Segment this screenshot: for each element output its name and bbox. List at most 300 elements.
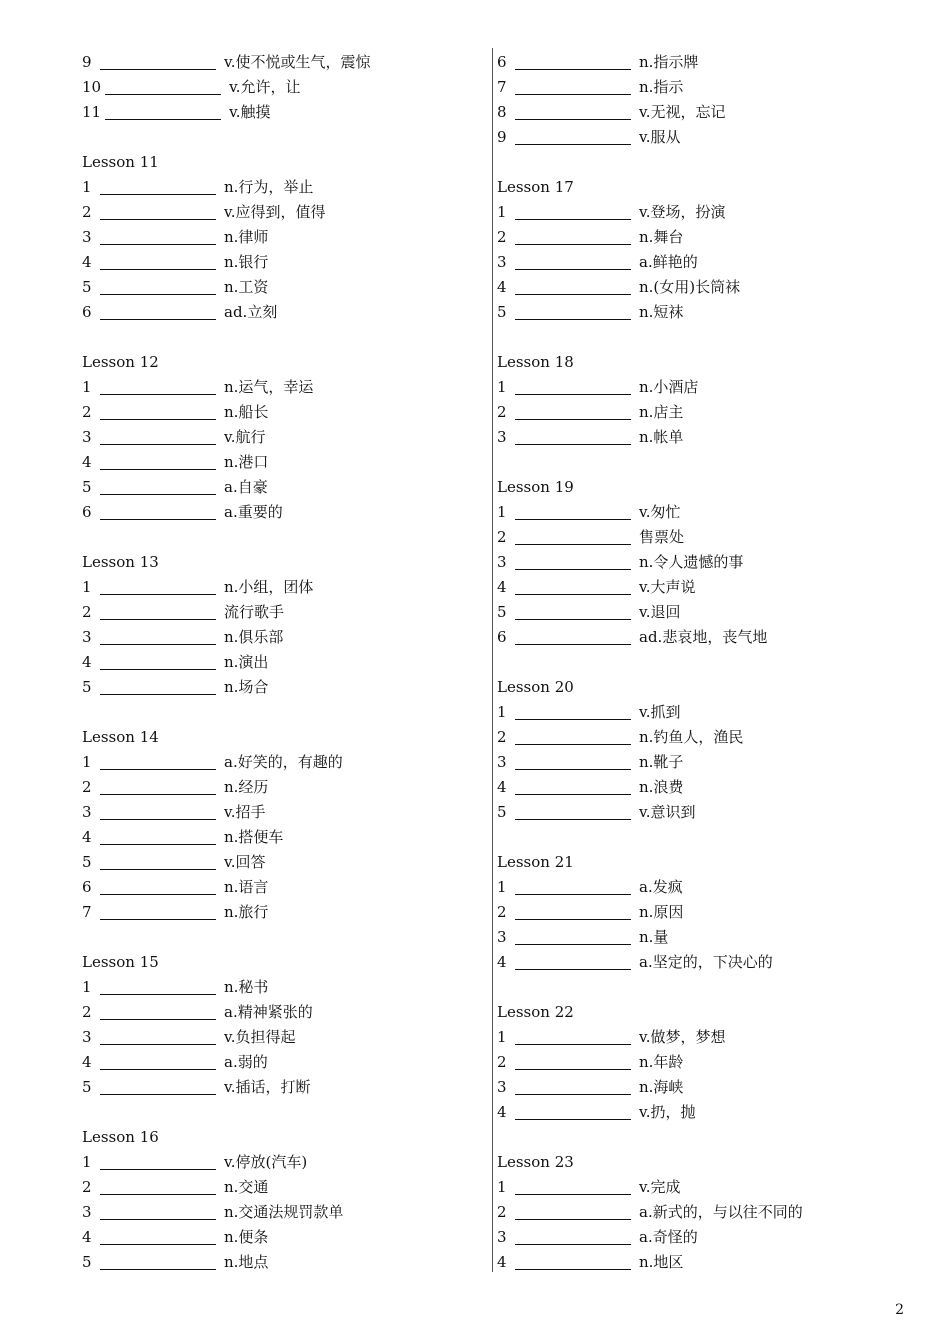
vocab-item <box>82 275 477 300</box>
definition: n.行为，举止 <box>224 178 314 196</box>
definition: n.年龄 <box>639 1053 684 1071</box>
definition: a.新式的，与以往不同的 <box>639 1203 803 1221</box>
item-number: 2 <box>497 228 507 246</box>
answer-blank[interactable] <box>515 880 631 895</box>
vocab-item <box>497 1225 897 1250</box>
lesson-heading: Lesson 11 <box>82 153 159 171</box>
item-number: 3 <box>497 1228 507 1246</box>
vocab-item <box>497 800 897 825</box>
lesson-group <box>497 475 897 650</box>
answer-blank[interactable] <box>515 755 631 770</box>
answer-blank[interactable] <box>100 280 216 295</box>
answer-blank[interactable] <box>100 255 216 270</box>
item-number: 3 <box>497 1078 507 1096</box>
lesson-group <box>497 1000 897 1125</box>
vocab-item <box>82 900 477 925</box>
answer-blank[interactable] <box>515 1180 631 1195</box>
vocab-item <box>497 250 897 275</box>
answer-blank[interactable] <box>515 780 631 795</box>
answer-blank[interactable] <box>515 255 631 270</box>
lesson-group <box>497 675 897 825</box>
answer-blank[interactable] <box>515 1230 631 1245</box>
answer-blank[interactable] <box>100 605 216 620</box>
answer-blank[interactable] <box>515 605 631 620</box>
item-number: 10 <box>82 78 102 96</box>
item-number: 4 <box>497 578 507 596</box>
definition: n.俱乐部 <box>224 628 284 646</box>
definition: a.精神紧张的 <box>224 1003 313 1021</box>
definition: n.小酒店 <box>639 378 699 396</box>
vocab-item <box>497 1200 897 1225</box>
vocab-item <box>497 275 897 300</box>
item-number: 4 <box>497 278 507 296</box>
item-number: 6 <box>497 628 507 646</box>
definition: ad.悲哀地，丧气地 <box>639 628 768 646</box>
page-number: 2 <box>895 1302 904 1318</box>
answer-blank[interactable] <box>100 1255 216 1270</box>
item-number: 5 <box>497 603 507 621</box>
definition: n.便条 <box>224 1228 269 1246</box>
item-number: 2 <box>497 1053 507 1071</box>
answer-blank[interactable] <box>100 755 216 770</box>
vocab-item <box>82 600 477 625</box>
item-number: 3 <box>82 428 92 446</box>
definition: n.钓鱼人，渔民 <box>639 728 744 746</box>
vocab-item <box>82 750 477 775</box>
item-number: 4 <box>82 253 92 271</box>
answer-blank[interactable] <box>105 80 221 95</box>
item-number: 2 <box>82 778 92 796</box>
definition: v.插话，打断 <box>224 1078 311 1096</box>
definition: v.使不悦或生气，震惊 <box>224 53 371 71</box>
definition: n.旅行 <box>224 903 269 921</box>
lesson-group <box>82 350 477 525</box>
item-number: 3 <box>497 553 507 571</box>
answer-blank[interactable] <box>100 1155 216 1170</box>
answer-blank[interactable] <box>515 930 631 945</box>
answer-blank[interactable] <box>100 1180 216 1195</box>
item-number: 1 <box>497 878 507 896</box>
item-number: 1 <box>82 1153 92 1171</box>
item-number: 3 <box>82 1028 92 1046</box>
item-number: 9 <box>497 128 507 146</box>
item-number: 1 <box>497 1028 507 1046</box>
vocab-item <box>497 1050 897 1075</box>
answer-blank[interactable] <box>515 630 631 645</box>
definition: n.运气，幸运 <box>224 378 314 396</box>
definition: n.经历 <box>224 778 269 796</box>
vocab-item <box>82 1250 477 1275</box>
lesson-group <box>497 1150 897 1275</box>
vocab-item <box>82 625 477 650</box>
lesson-group <box>497 350 897 450</box>
definition: v.抓到 <box>639 703 681 721</box>
item-number: 2 <box>82 403 92 421</box>
vocab-item <box>82 850 477 875</box>
item-number: 2 <box>82 1003 92 1021</box>
lesson-group <box>497 175 897 325</box>
definition: a.好笑的，有趣的 <box>224 753 343 771</box>
definition: n.搭便车 <box>224 828 284 846</box>
answer-blank[interactable] <box>100 380 216 395</box>
item-number: 5 <box>82 478 92 496</box>
answer-blank[interactable] <box>100 405 216 420</box>
answer-blank[interactable] <box>100 1230 216 1245</box>
definition: n.银行 <box>224 253 269 271</box>
lesson-group <box>82 950 477 1100</box>
answer-blank[interactable] <box>100 1005 216 1020</box>
item-number: 4 <box>497 1253 507 1271</box>
item-number: 5 <box>497 303 507 321</box>
definition: v.招手 <box>224 803 266 821</box>
definition: v.触摸 <box>229 103 271 121</box>
vocab-item <box>497 625 897 650</box>
left-column <box>82 50 477 1300</box>
answer-blank[interactable] <box>515 905 631 920</box>
lesson-heading: Lesson 12 <box>82 353 159 371</box>
vocab-item <box>497 50 897 75</box>
answer-blank[interactable] <box>100 1030 216 1045</box>
answer-blank[interactable] <box>515 305 631 320</box>
answer-blank[interactable] <box>515 80 631 95</box>
item-number: 5 <box>82 278 92 296</box>
item-number: 6 <box>497 53 507 71</box>
answer-blank[interactable] <box>100 1080 216 1095</box>
vocab-item <box>497 1025 897 1050</box>
definition: n.场合 <box>224 678 269 696</box>
answer-blank[interactable] <box>100 855 216 870</box>
vocab-item <box>82 800 477 825</box>
item-number: 3 <box>82 228 92 246</box>
vocab-item <box>82 1050 477 1075</box>
answer-blank[interactable] <box>515 130 631 145</box>
item-number: 4 <box>82 653 92 671</box>
definition: a.弱的 <box>224 1053 268 1071</box>
definition: n.令人遗憾的事 <box>639 553 744 571</box>
definition: a.重要的 <box>224 503 283 521</box>
answer-blank[interactable] <box>100 1055 216 1070</box>
item-number: 2 <box>497 903 507 921</box>
lesson-group <box>82 550 477 700</box>
answer-blank[interactable] <box>515 505 631 520</box>
vocab-item <box>82 300 477 325</box>
answer-blank[interactable] <box>100 505 216 520</box>
vocab-item <box>497 75 897 100</box>
lesson-heading: Lesson 17 <box>497 178 574 196</box>
item-number: 3 <box>497 253 507 271</box>
vocab-item <box>497 950 897 975</box>
answer-blank[interactable] <box>100 55 216 70</box>
lesson-heading: Lesson 14 <box>82 728 159 746</box>
item-number: 6 <box>82 878 92 896</box>
item-number: 1 <box>82 753 92 771</box>
definition: a.自豪 <box>224 478 268 496</box>
vocab-item <box>82 175 477 200</box>
item-number: 4 <box>82 828 92 846</box>
item-number: 11 <box>82 103 102 121</box>
item-number: 5 <box>82 1253 92 1271</box>
item-number: 3 <box>497 428 507 446</box>
definition: n.店主 <box>639 403 684 421</box>
item-number: 2 <box>82 603 92 621</box>
answer-blank[interactable] <box>100 905 216 920</box>
item-number: 8 <box>497 103 507 121</box>
answer-blank[interactable] <box>100 880 216 895</box>
lesson-group <box>82 1125 477 1275</box>
definition: n.港口 <box>224 453 269 471</box>
lesson-heading: Lesson 20 <box>497 678 574 696</box>
vocab-item <box>82 1225 477 1250</box>
answer-blank[interactable] <box>100 630 216 645</box>
definition: n.交通法规罚款单 <box>224 1203 344 1221</box>
lesson-group <box>497 50 897 150</box>
vocab-item <box>497 750 897 775</box>
item-number: 5 <box>82 678 92 696</box>
lesson-heading: Lesson 15 <box>82 953 159 971</box>
item-number: 4 <box>82 1228 92 1246</box>
answer-blank[interactable] <box>105 105 221 120</box>
vocab-item <box>497 875 897 900</box>
vocab-item <box>497 925 897 950</box>
answer-blank[interactable] <box>515 1055 631 1070</box>
lesson-heading: Lesson 23 <box>497 1153 574 1171</box>
lesson-group <box>82 725 477 925</box>
definition: n.短袜 <box>639 303 684 321</box>
answer-blank[interactable] <box>515 105 631 120</box>
item-number: 5 <box>82 853 92 871</box>
answer-blank[interactable] <box>515 1255 631 1270</box>
item-number: 6 <box>82 503 92 521</box>
definition: v.服从 <box>639 128 681 146</box>
definition: v.负担得起 <box>224 1028 296 1046</box>
answer-blank[interactable] <box>515 955 631 970</box>
definition: v.扔，抛 <box>639 1103 696 1121</box>
vocab-item <box>82 1075 477 1100</box>
lesson-heading: Lesson 13 <box>82 553 159 571</box>
item-number: 5 <box>82 1078 92 1096</box>
item-number: 4 <box>82 1053 92 1071</box>
definition: v.航行 <box>224 428 266 446</box>
answer-blank[interactable] <box>100 680 216 695</box>
definition: n.海峡 <box>639 1078 684 1096</box>
vocab-item <box>82 500 477 525</box>
item-number: 7 <box>497 78 507 96</box>
answer-blank[interactable] <box>515 230 631 245</box>
answer-blank[interactable] <box>100 230 216 245</box>
vocab-item <box>82 675 477 700</box>
vocab-item <box>82 1025 477 1050</box>
answer-blank[interactable] <box>515 1030 631 1045</box>
answer-blank[interactable] <box>100 180 216 195</box>
vocab-item <box>82 975 477 1000</box>
answer-blank[interactable] <box>515 55 631 70</box>
item-number: 1 <box>82 378 92 396</box>
lesson-heading: Lesson 22 <box>497 1003 574 1021</box>
vocab-item <box>82 400 477 425</box>
answer-blank[interactable] <box>515 380 631 395</box>
definition: v.应得到，值得 <box>224 203 326 221</box>
vocab-item <box>497 1075 897 1100</box>
vocab-item <box>82 1000 477 1025</box>
vocab-item <box>82 50 477 75</box>
answer-blank[interactable] <box>100 830 216 845</box>
definition: v.无视，忘记 <box>639 103 726 121</box>
item-number: 3 <box>82 1203 92 1221</box>
definition: n.浪费 <box>639 778 684 796</box>
answer-blank[interactable] <box>515 1205 631 1220</box>
answer-blank[interactable] <box>100 205 216 220</box>
answer-blank[interactable] <box>515 205 631 220</box>
answer-blank[interactable] <box>515 805 631 820</box>
definition: v.登场，扮演 <box>639 203 726 221</box>
right-column <box>497 50 897 1300</box>
answer-blank[interactable] <box>100 480 216 495</box>
column-divider <box>492 48 493 1272</box>
vocab-item <box>497 900 897 925</box>
item-number: 4 <box>497 1103 507 1121</box>
definition: v.退回 <box>639 603 681 621</box>
answer-blank[interactable] <box>100 980 216 995</box>
definition: v.允许，让 <box>229 78 301 96</box>
answer-blank[interactable] <box>515 555 631 570</box>
item-number: 2 <box>497 403 507 421</box>
item-number: 7 <box>82 903 92 921</box>
definition: v.大声说 <box>639 578 696 596</box>
definition: n.指示 <box>639 78 684 96</box>
vocab-item <box>82 225 477 250</box>
item-number: 1 <box>497 1178 507 1196</box>
definition: n.工资 <box>224 278 269 296</box>
answer-blank[interactable] <box>100 655 216 670</box>
vocab-item <box>497 300 897 325</box>
definition: a.鲜艳的 <box>639 253 698 271</box>
vocab-item <box>82 775 477 800</box>
definition: n.(女用)长筒袜 <box>639 278 741 296</box>
vocab-item <box>82 575 477 600</box>
item-number: 4 <box>497 778 507 796</box>
answer-blank[interactable] <box>515 705 631 720</box>
item-number: 3 <box>497 928 507 946</box>
definition: n.船长 <box>224 403 269 421</box>
item-number: 9 <box>82 53 92 71</box>
definition: n.地区 <box>639 1253 684 1271</box>
vocab-item <box>82 475 477 500</box>
answer-blank[interactable] <box>515 280 631 295</box>
vocab-item <box>82 1200 477 1225</box>
item-number: 4 <box>497 953 507 971</box>
vocab-item <box>497 400 897 425</box>
item-number: 2 <box>497 528 507 546</box>
definition: v.停放(汽车) <box>224 1153 308 1171</box>
definition: n.语言 <box>224 878 269 896</box>
definition: n.律师 <box>224 228 269 246</box>
answer-blank[interactable] <box>515 1105 631 1120</box>
item-number: 3 <box>82 628 92 646</box>
answer-blank[interactable] <box>100 780 216 795</box>
vocab-item <box>82 825 477 850</box>
definition: v.完成 <box>639 1178 681 1196</box>
vocab-item <box>82 375 477 400</box>
answer-blank[interactable] <box>100 305 216 320</box>
answer-blank[interactable] <box>515 730 631 745</box>
item-number: 3 <box>497 753 507 771</box>
item-number: 2 <box>82 203 92 221</box>
definition: v.匆忙 <box>639 503 681 521</box>
vocab-item <box>82 75 477 100</box>
definition: n.地点 <box>224 1253 269 1271</box>
definition: 售票处 <box>639 528 685 546</box>
answer-blank[interactable] <box>515 580 631 595</box>
item-number: 1 <box>82 978 92 996</box>
lesson-heading: Lesson 16 <box>82 1128 159 1146</box>
definition: n.舞台 <box>639 228 684 246</box>
definition: v.做梦，梦想 <box>639 1028 726 1046</box>
answer-blank[interactable] <box>515 530 631 545</box>
vocab-item <box>497 1100 897 1125</box>
vocab-item <box>82 875 477 900</box>
vocab-item <box>497 500 897 525</box>
vocab-item <box>82 425 477 450</box>
item-number: 3 <box>82 803 92 821</box>
item-number: 1 <box>497 203 507 221</box>
vocab-item <box>82 100 477 125</box>
lesson-heading: Lesson 18 <box>497 353 574 371</box>
item-number: 2 <box>497 1203 507 1221</box>
vocab-item <box>497 100 897 125</box>
item-number: 1 <box>497 503 507 521</box>
item-number: 1 <box>82 178 92 196</box>
answer-blank[interactable] <box>515 405 631 420</box>
item-number: 5 <box>497 803 507 821</box>
answer-blank[interactable] <box>100 430 216 445</box>
answer-blank[interactable] <box>100 805 216 820</box>
vocab-item <box>497 600 897 625</box>
vocab-item <box>82 650 477 675</box>
item-number: 2 <box>82 1178 92 1196</box>
answer-blank[interactable] <box>100 580 216 595</box>
answer-blank[interactable] <box>515 1080 631 1095</box>
definition: a.坚定的，下决心的 <box>639 953 773 971</box>
vocab-item <box>497 1175 897 1200</box>
definition: n.秘书 <box>224 978 269 996</box>
vocab-item <box>497 200 897 225</box>
definition: n.小组，团体 <box>224 578 314 596</box>
vocab-item <box>497 550 897 575</box>
vocab-item <box>497 575 897 600</box>
definition: 流行歌手 <box>224 603 285 621</box>
definition: n.量 <box>639 928 669 946</box>
lesson-group <box>82 50 477 125</box>
vocab-item <box>82 200 477 225</box>
vocab-item <box>497 425 897 450</box>
definition: ad.立刻 <box>224 303 278 321</box>
definition: n.交通 <box>224 1178 269 1196</box>
vocab-item <box>497 375 897 400</box>
item-number: 4 <box>82 453 92 471</box>
definition: v.回答 <box>224 853 266 871</box>
vocab-item <box>497 775 897 800</box>
vocab-item <box>82 450 477 475</box>
vocab-item <box>497 1250 897 1275</box>
answer-blank[interactable] <box>100 455 216 470</box>
definition: n.原因 <box>639 903 684 921</box>
item-number: 1 <box>82 578 92 596</box>
definition: a.发疯 <box>639 878 683 896</box>
vocab-item <box>82 1175 477 1200</box>
answer-blank[interactable] <box>100 1205 216 1220</box>
answer-blank[interactable] <box>515 430 631 445</box>
vocab-item <box>497 125 897 150</box>
